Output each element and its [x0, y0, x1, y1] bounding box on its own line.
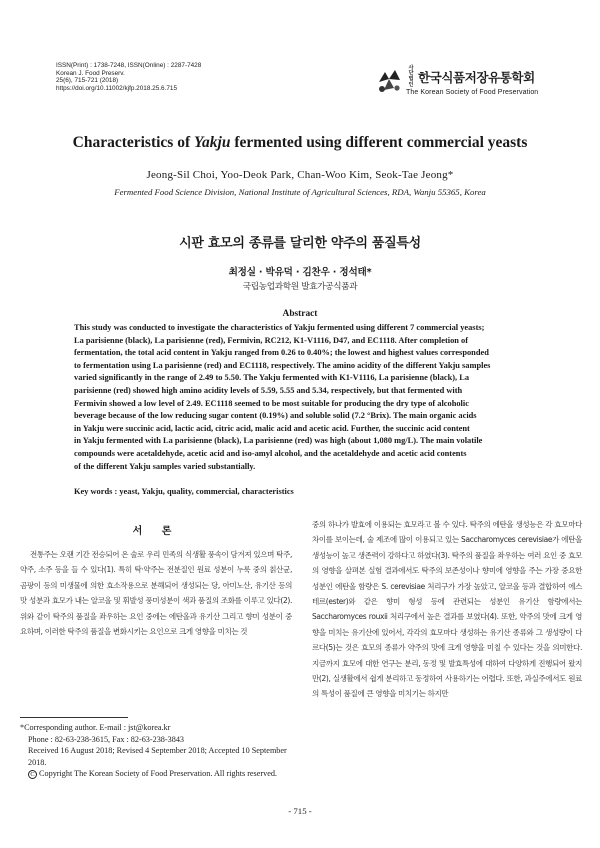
abstract-line: fermentation, the total acid content in Yakju ranged from 0.26 to 0.40%; the lowest and highest values corresponded: [74, 348, 489, 358]
society-tag-bottom: 법인: [408, 76, 414, 88]
society-tag-top: 사단: [408, 64, 414, 77]
article-title-ko: 시판 효모의 종류를 달리한 약주의 품질특성: [179, 236, 421, 251]
article-title-en: [0, 134, 600, 152]
abstract-line: in Yakju fermented with La parisienne (black), La parisienne (red) was high (about 1,080 mg/L). The main volatile: [74, 436, 483, 446]
affiliation-ko: 국립농업과학원 발효가공식품과: [242, 282, 358, 292]
issn-line: ISSN(Print) : 1738-7248, ISSN(Online) : 2287-7428: [56, 62, 202, 69]
footnotes: [20, 722, 292, 780]
copyright-text: Copyright The Korean Society of Food Preservation. All rights reserved.: [39, 769, 277, 779]
section-heading-introduction: 서 론: [132, 526, 180, 537]
abstract-line: of the different Yakju samples varied substantially.: [74, 461, 256, 471]
society-name-ko: 한국식품저장유통학회: [418, 70, 535, 85]
copyright-notice: [20, 768, 292, 780]
journal-name-line: Korean J. Food Preserv.: [56, 69, 125, 77]
copyright-icon: C: [28, 770, 37, 779]
abstract-line: to fermentation using La parisienne (red) and EC1118, respectively. The amino acidity of the different Yakju samples: [74, 360, 491, 370]
abstract-line: varied significantly in the range of 2.49 to 5.50. The Yakju fermented with K1-V1116, La parisienne (black), La: [74, 373, 470, 383]
society-branding: [375, 66, 575, 96]
received-dates: Received 16 August 2018; Revised 4 September 2018; Accepted 10 September 2018.: [28, 746, 287, 767]
abstract-body: [74, 322, 540, 473]
footnote-divider: [20, 717, 128, 718]
abstract-line: in Yakju were succinic acid, lactic acid, citric acid, malic acid and acetic acid. Further, the succinic acid content: [74, 423, 470, 433]
corresponding-author: *Corresponding author. E-mail : jst@korea.kr: [20, 723, 171, 732]
society-tag: [406, 66, 416, 88]
abstract-line: This study was conducted to investigate the characteristics of Yakju fermented using different 7 commercial yeasts;: [74, 323, 485, 332]
volume-line: 25(6), 715-721 (2018): [56, 77, 119, 85]
abstract-line: compounds were acetaldehyde, acetic acid and iso-amyl alcohol, and the acetaldehyde and acetic acid contents: [74, 448, 467, 458]
authors-en: Jeong-Sil Choi, Yoo-Deok Park, Chan-Woo Kim, Seok-Tae Jeong*: [146, 169, 454, 181]
abstract-heading: Abstract: [282, 309, 318, 319]
title-part-after: fermented using different commercial yeasts: [230, 134, 528, 151]
society-logo-icon: [375, 68, 403, 94]
right-column: [312, 517, 582, 702]
title-part-italic: Yakju: [194, 134, 231, 151]
abstract-line: Fermivin showed a low level of 2.49. EC1118 seemed to be most suitable for producing the dry type of alcoholic: [74, 398, 469, 408]
journal-meta: [56, 62, 296, 92]
contact-phone-fax: Phone : 82-63-238-3615, Fax : 82-63-238-3843: [28, 734, 185, 744]
title-part-before: Characteristics of: [72, 134, 194, 151]
abstract-line: parisienne (red) showed high amino acidity levels of 5.59, 5.55 and 5.34, respectively, but that fermented with: [74, 385, 463, 395]
left-column: [20, 517, 292, 639]
abstract-line: beverage because of the low reducing sugar content (0.19%) and soluble solid (7.2 °Brix). The main organic acids: [74, 411, 477, 421]
intro-paragraph-left: 전통주는 오랜 기간 전승되어 온 술로 우리 민족의 식생활 풍속이 담겨져 있으며 탁주, 약주, 소주 등을 들 수 있다(1). 특히 탁·약주는 전분질인 원료 성분이 누룩 중의 칡산균, 곰팡이 등의 미생물에 의한 효소작용으로 분해되어 생성되는 당, 아미노산, 유기산 등의 맛 성분과 효모가 내는 알코올 및 휘발성 풍미성분이 색과 품질의 조화를 이루고 있다(2). 위와 같이 탁주의 품질을 좌우하는 요인 중에는 에탄올과 유기산 그리고 향미 성분이 중요하며, 이러한 탁주의 품질을 변화시키는 요인으로 크게 영향을 미치는 것: [20, 550, 292, 637]
society-name-en: The Korean Society of Food Preservation: [406, 89, 539, 97]
doi-link[interactable]: https://doi.org/10.11002/kjfp.2018.25.6.715: [56, 84, 178, 92]
page-number: - 715 -: [288, 806, 312, 816]
keywords: Key words : yeast, Yakju, quality, commercial, characteristics: [74, 487, 294, 496]
abstract-line: La parisienne (black), La parisienne (red), Fermivin, RC212, K1-V1116, D47, and EC1118. After completion of: [74, 335, 469, 345]
intro-paragraph-right: 중의 하나가 발효에 이용되는 효모라고 볼 수 있다. 탁주의 에탄올 생성능은 각 효모마다 차이를 보이는데, 술 제조에 많이 이용되고 있는 Saccharomyces cerevisiae가 에탄올 생성능이 높고 생존력이 강하다고 하였다(3). 탁주의 품질을 좌우하는 여러 요인 중 효모의 영향을 살펴본 실험 결과에서도 탁주의 보존성이나 향미에 영향을 주는 가장 중요한 성분인 에탄올 함량은 S. cerevisiae 처리구가 가장 높았고, 알코올 등과 결합하여 에스테르(ester)와 같은 향미 형성 등에 관련되는 성분인 유기산 함량에서는 Saccharomyces rouxii 처리구에서 높은 결과를 보였다(4). 또한, 약주의 맛에 크게 영향을 미치는 유기산에 있어서, 각각의 효모마다 생성하는 유기산 종류와 그 생성량이 다르다(5)는 것은 효모의 종류가 약주의 맛에 크게 영향을 미칠 수 있다는 것을 의미한다. 지금까지 효모에 대한 연구는 분리, 동정 및 발효특성에 대하여 다양하게 진행되어 왔지만(2), 실생활에서 쉽게 분리하고 동정하여 사용하기는 어렵다. 또한, 과실주에서도 원료의 특성이 품질에 큰 영향을 미치기는 하지만: [312, 520, 582, 699]
affiliation-en: Fermented Food Science Division, National Institute of Agricultural Sciences, RDA, Wanju 55365, Korea: [114, 187, 486, 197]
authors-ko: 최정실 · 박유덕 · 김찬우 · 정석태*: [228, 267, 372, 278]
